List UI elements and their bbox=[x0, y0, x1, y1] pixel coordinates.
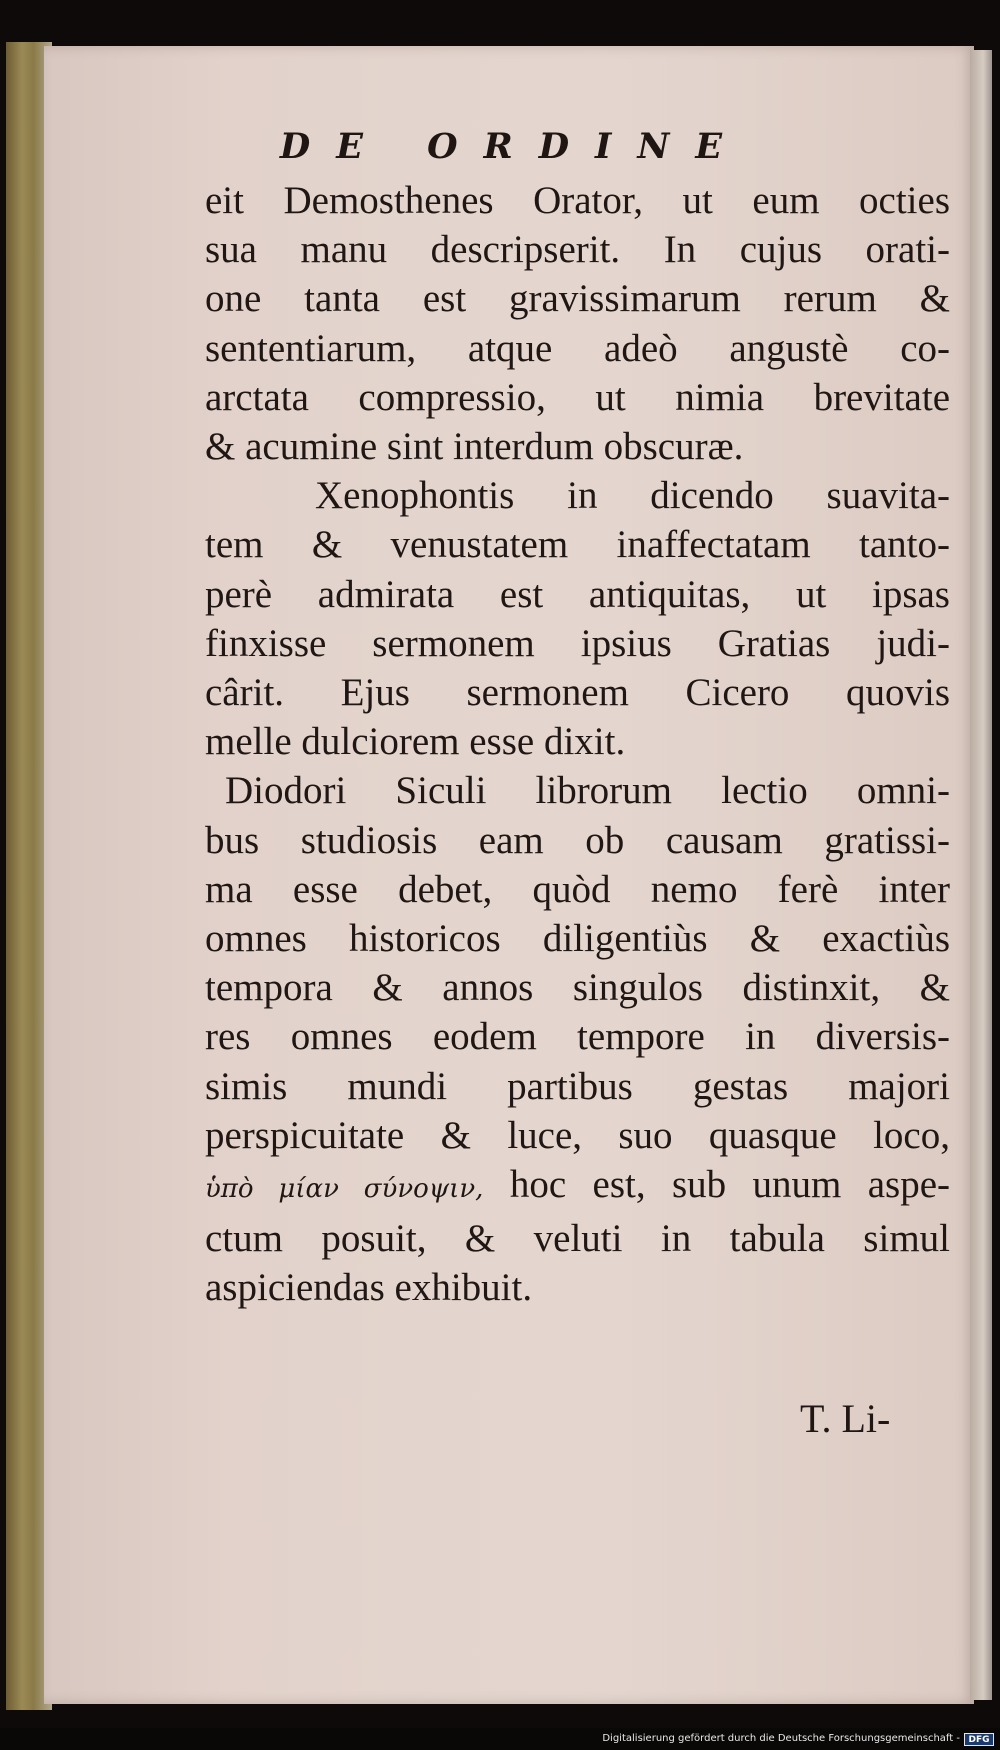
text-line: & acumine sint interdum obscuræ. bbox=[205, 425, 744, 469]
text-line: finxisse sermonem ipsius Gratias judi- bbox=[205, 621, 950, 665]
text-line: sententiarum, atque adeò angustè co- bbox=[205, 326, 950, 370]
text-line: tem & venustatem inaffectatam tanto- bbox=[205, 523, 950, 567]
dfg-logo: DFG bbox=[964, 1733, 994, 1746]
text-line: eit Demosthenes Orator, ut eum octies bbox=[205, 179, 950, 222]
text-line: one tanta est gravissimarum rerum & bbox=[205, 277, 950, 321]
text-line: Diodori Siculi librorum lectio omni- bbox=[225, 769, 950, 813]
footer-credit: Digitalisierung gefördert durch die Deutsche Forschungsgemeinschaft - bbox=[602, 1733, 960, 1744]
text-line: sua manu descripserit. In cujus orati- bbox=[205, 228, 950, 272]
text-line: aspiciendas exhibuit. bbox=[205, 1266, 533, 1310]
body-text bbox=[205, 176, 950, 1313]
text-line: omnes historicos diligentiùs & exactiùs bbox=[205, 917, 950, 961]
text-line: perè admirata est antiquitas, ut ipsas bbox=[205, 572, 950, 616]
text-line: arctata compressio, ut nimia brevitate bbox=[205, 375, 950, 419]
text-line: cârit. Ejus sermonem Cicero quovis bbox=[205, 671, 950, 715]
catchword: T. Li- bbox=[800, 1396, 891, 1441]
book-edge-right bbox=[970, 50, 992, 1700]
text-line-with-greek bbox=[205, 1160, 950, 1214]
text-line: perspicuitate & luce, suo quasque loco, bbox=[205, 1113, 950, 1157]
text-line: melle dulciorem esse dixit. bbox=[205, 720, 626, 764]
greek-phrase: ὑπὸ μίαν σύνοψιν, bbox=[205, 1174, 484, 1205]
text-line: bus studiosis eam ob causam gratissi- bbox=[205, 818, 950, 862]
text-line: simis mundi partibus gestas majori bbox=[205, 1064, 950, 1108]
running-head: DE ORDINE bbox=[279, 126, 749, 167]
text-fragment: hoc est, sub unum aspe- bbox=[483, 1163, 950, 1207]
text-line: Xenophontis in dicendo suavita- bbox=[315, 474, 950, 518]
text-line: ctum posuit, & veluti in tabula simul bbox=[205, 1217, 950, 1261]
text-line: tempora & annos singulos distinxit, & bbox=[205, 966, 950, 1010]
text-line: ma esse debet, quòd nemo ferè inter bbox=[205, 867, 950, 911]
text-line: res omnes eodem tempore in diversis- bbox=[205, 1015, 950, 1059]
